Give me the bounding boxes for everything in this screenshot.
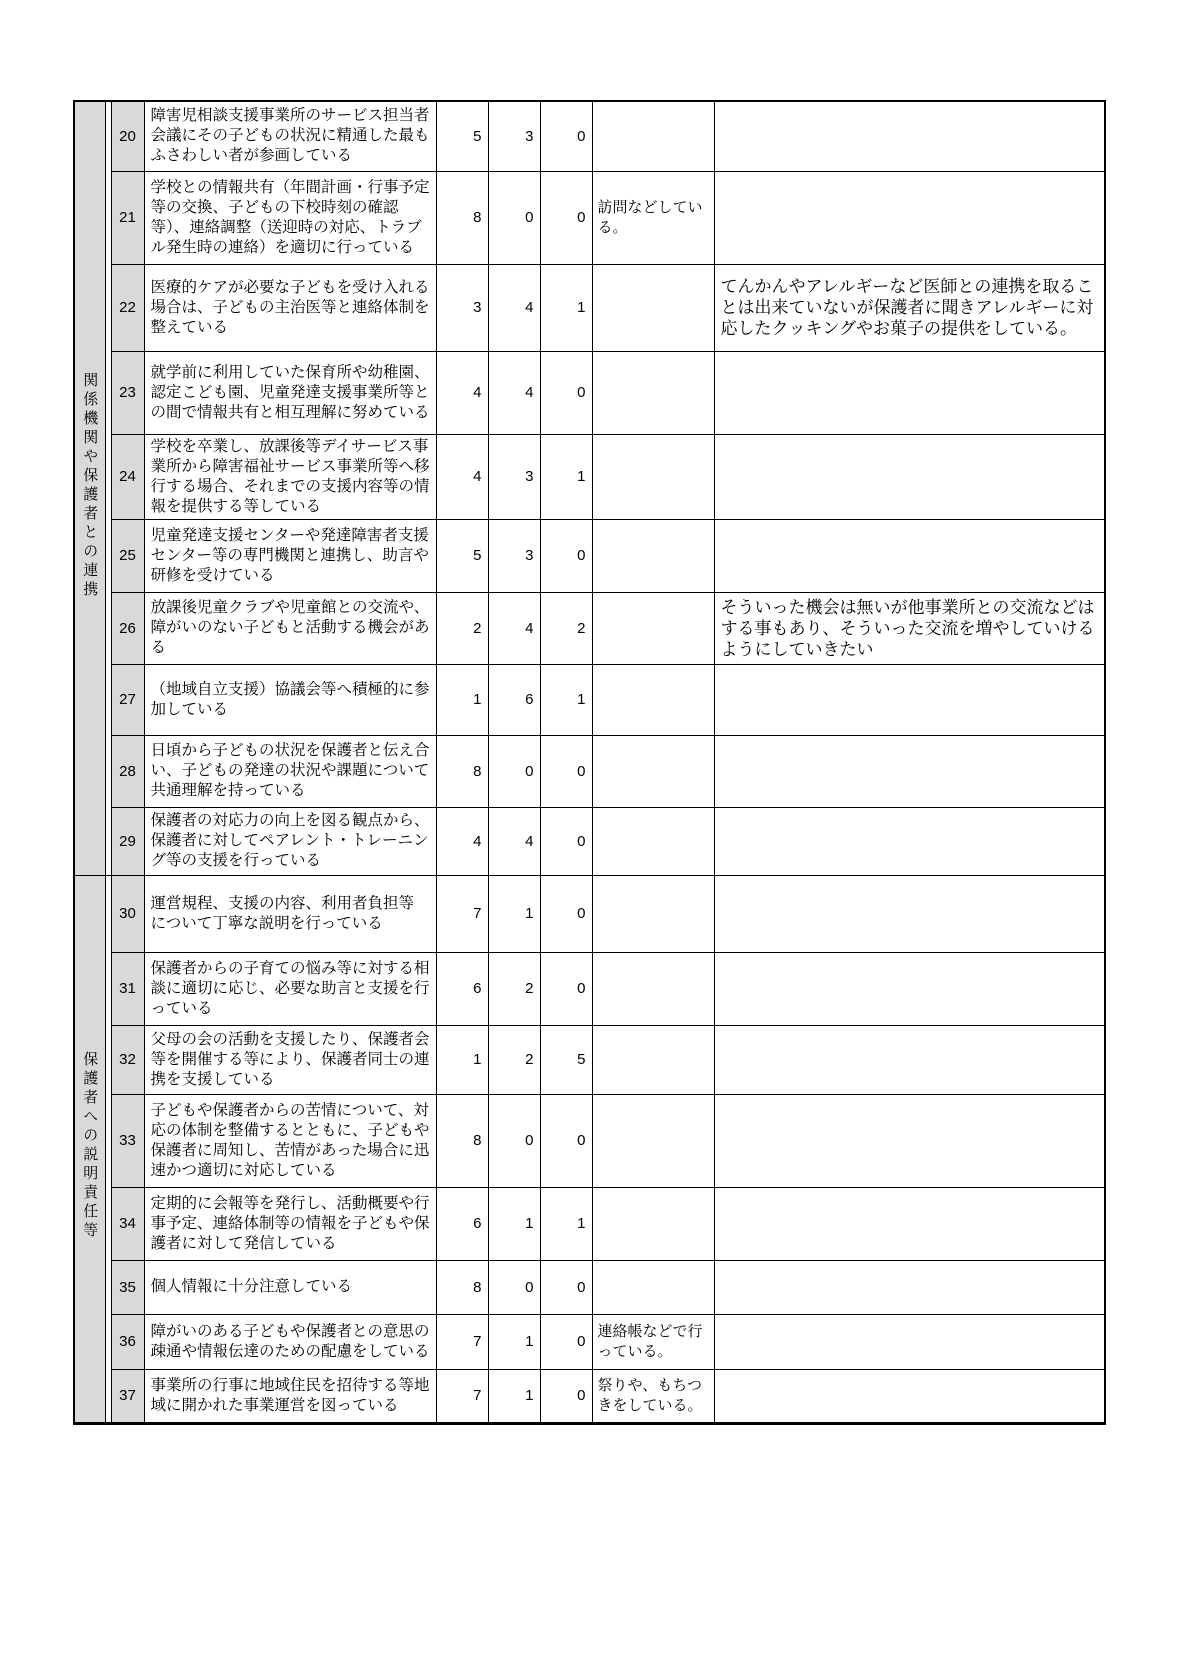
comment-large: そういった機会は無いが他事業所との交流などはする事もあり、そういった交流を増やしていけるようにしていきたい bbox=[714, 592, 1105, 664]
comment-large bbox=[714, 171, 1105, 264]
item-description: 事業所の行事に地域住民を招待する等地域に開かれた事業運営を図っている bbox=[144, 1369, 436, 1423]
comment-small bbox=[592, 101, 714, 171]
comment-large bbox=[714, 1369, 1105, 1423]
item-description: 日頃から子どもの状況を保護者と伝え合い、子どもの発達の状況や課題について共通理解を持っている bbox=[144, 735, 436, 807]
table-row bbox=[74, 592, 1105, 664]
comment-small bbox=[592, 664, 714, 735]
item-number: 27 bbox=[111, 664, 144, 735]
item-description: 障害児相談支援事業所のサービス担当者会議にその子どもの状況に精通した最もふさわしい者が参画している bbox=[144, 101, 436, 171]
count-value-3: 1 bbox=[540, 1187, 592, 1260]
count-value-3: 0 bbox=[540, 1094, 592, 1187]
comment-large bbox=[714, 351, 1105, 434]
table-row bbox=[74, 101, 1105, 171]
item-number: 22 bbox=[111, 264, 144, 351]
comment-small bbox=[592, 1025, 714, 1094]
item-description: 医療的ケアが必要な子どもを受け入れる場合は、子どもの主治医等と連絡体制を整えている bbox=[144, 264, 436, 351]
comment-small bbox=[592, 952, 714, 1025]
count-value-2: 4 bbox=[488, 351, 540, 434]
count-value-3: 0 bbox=[540, 807, 592, 875]
count-value-3: 0 bbox=[540, 735, 592, 807]
table-row bbox=[74, 1094, 1105, 1187]
item-description: 障がいのある子どもや保護者との意思の疎通や情報伝達のための配慮をしている bbox=[144, 1314, 436, 1369]
count-value-2: 2 bbox=[488, 952, 540, 1025]
count-value-3: 0 bbox=[540, 1369, 592, 1423]
table-row bbox=[74, 519, 1105, 592]
count-value-3: 5 bbox=[540, 1025, 592, 1094]
count-value-1: 4 bbox=[436, 807, 488, 875]
count-value-2: 2 bbox=[488, 1025, 540, 1094]
table-row bbox=[74, 1025, 1105, 1094]
table-body bbox=[74, 101, 1105, 1423]
item-description: 放課後児童クラブや児童館との交流や、障がいのない子どもと活動する機会がある bbox=[144, 592, 436, 664]
count-value-1: 7 bbox=[436, 875, 488, 952]
count-value-3: 1 bbox=[540, 434, 592, 519]
comment-small bbox=[592, 1187, 714, 1260]
count-value-3: 0 bbox=[540, 171, 592, 264]
evaluation-table bbox=[73, 100, 1106, 1425]
comment-small bbox=[592, 264, 714, 351]
item-number: 26 bbox=[111, 592, 144, 664]
table-row bbox=[74, 664, 1105, 735]
table-row bbox=[74, 434, 1105, 519]
count-value-2: 3 bbox=[488, 101, 540, 171]
table-row bbox=[74, 351, 1105, 434]
item-number: 23 bbox=[111, 351, 144, 434]
item-number: 29 bbox=[111, 807, 144, 875]
comment-small bbox=[592, 434, 714, 519]
item-number: 25 bbox=[111, 519, 144, 592]
count-value-2: 0 bbox=[488, 171, 540, 264]
table-row bbox=[74, 1314, 1105, 1369]
count-value-2: 4 bbox=[488, 592, 540, 664]
count-value-1: 3 bbox=[436, 264, 488, 351]
table-row bbox=[74, 875, 1105, 952]
count-value-2: 1 bbox=[488, 1314, 540, 1369]
count-value-3: 0 bbox=[540, 519, 592, 592]
count-value-2: 3 bbox=[488, 519, 540, 592]
count-value-2: 4 bbox=[488, 807, 540, 875]
comment-small: 連絡帳などで行っている。 bbox=[592, 1314, 714, 1369]
comment-large bbox=[714, 1094, 1105, 1187]
comment-large bbox=[714, 1260, 1105, 1314]
count-value-2: 0 bbox=[488, 1260, 540, 1314]
comment-large bbox=[714, 875, 1105, 952]
item-number: 34 bbox=[111, 1187, 144, 1260]
comment-large bbox=[714, 664, 1105, 735]
item-number: 32 bbox=[111, 1025, 144, 1094]
table-row bbox=[74, 171, 1105, 264]
item-description: 学校との情報共有（年間計画・行事予定等の交換、子どもの下校時刻の確認等）、連絡調整（送迎時の対応、トラブル発生時の連絡）を適切に行っている bbox=[144, 171, 436, 264]
item-description: 児童発達支援センターや発達障害者支援センター等の専門機関と連携し、助言や研修を受けている bbox=[144, 519, 436, 592]
count-value-1: 4 bbox=[436, 351, 488, 434]
comment-large bbox=[714, 735, 1105, 807]
item-number: 35 bbox=[111, 1260, 144, 1314]
count-value-1: 7 bbox=[436, 1314, 488, 1369]
table-row bbox=[74, 1369, 1105, 1423]
count-value-2: 6 bbox=[488, 664, 540, 735]
count-value-3: 0 bbox=[540, 1260, 592, 1314]
comment-large bbox=[714, 434, 1105, 519]
item-number: 30 bbox=[111, 875, 144, 952]
item-number: 21 bbox=[111, 171, 144, 264]
count-value-1: 5 bbox=[436, 101, 488, 171]
category-vertical-label: 保護者への説明責任等 bbox=[81, 1051, 99, 1241]
item-description: （地域自立支援）協議会等へ積極的に参加している bbox=[144, 664, 436, 735]
comment-large bbox=[714, 1025, 1105, 1094]
comment-small bbox=[592, 807, 714, 875]
table-row bbox=[74, 1260, 1105, 1314]
table-row bbox=[74, 735, 1105, 807]
comment-small bbox=[592, 351, 714, 434]
table-row bbox=[74, 807, 1105, 875]
count-value-1: 1 bbox=[436, 1025, 488, 1094]
comment-small: 祭りや、もちつきをしている。 bbox=[592, 1369, 714, 1423]
count-value-3: 0 bbox=[540, 952, 592, 1025]
count-value-2: 0 bbox=[488, 735, 540, 807]
item-number: 33 bbox=[111, 1094, 144, 1187]
item-description: 運営規程、支援の内容、利用者負担等について丁寧な説明を行っている bbox=[144, 875, 436, 952]
comment-small: 訪問などしている。 bbox=[592, 171, 714, 264]
count-value-2: 0 bbox=[488, 1094, 540, 1187]
count-value-1: 6 bbox=[436, 952, 488, 1025]
item-description: 定期的に会報等を発行し、活動概要や行事予定、連絡体制等の情報を子どもや保護者に対して発信している bbox=[144, 1187, 436, 1260]
comment-small bbox=[592, 592, 714, 664]
comment-large bbox=[714, 101, 1105, 171]
item-number: 36 bbox=[111, 1314, 144, 1369]
count-value-1: 8 bbox=[436, 1094, 488, 1187]
item-number: 20 bbox=[111, 101, 144, 171]
table-row bbox=[74, 264, 1105, 351]
category-vertical-label: 関係機関や保護者との連携 bbox=[81, 371, 99, 600]
count-value-3: 1 bbox=[540, 664, 592, 735]
item-number: 24 bbox=[111, 434, 144, 519]
count-value-1: 8 bbox=[436, 735, 488, 807]
category-cell bbox=[74, 875, 105, 1423]
item-description: 父母の会の活動を支援したり、保護者会等を開催する等により、保護者同士の連携を支援している bbox=[144, 1025, 436, 1094]
count-value-1: 4 bbox=[436, 434, 488, 519]
count-value-2: 4 bbox=[488, 264, 540, 351]
count-value-2: 1 bbox=[488, 875, 540, 952]
category-cell bbox=[74, 101, 105, 875]
item-description: 保護者からの子育ての悩み等に対する相談に適切に応じ、必要な助言と支援を行っている bbox=[144, 952, 436, 1025]
item-description: 子どもや保護者からの苦情について、対応の体制を整備するとともに、子どもや保護者に周知し、苦情があった場合に迅速かつ適切に対応している bbox=[144, 1094, 436, 1187]
count-value-3: 0 bbox=[540, 875, 592, 952]
comment-small bbox=[592, 875, 714, 952]
count-value-2: 3 bbox=[488, 434, 540, 519]
item-description: 保護者の対応力の向上を図る観点から、保護者に対してペアレント・トレーニング等の支援を行っている bbox=[144, 807, 436, 875]
comment-large bbox=[714, 807, 1105, 875]
item-number: 37 bbox=[111, 1369, 144, 1423]
count-value-3: 2 bbox=[540, 592, 592, 664]
count-value-3: 0 bbox=[540, 1314, 592, 1369]
count-value-1: 1 bbox=[436, 664, 488, 735]
comment-small bbox=[592, 519, 714, 592]
count-value-1: 5 bbox=[436, 519, 488, 592]
count-value-2: 1 bbox=[488, 1187, 540, 1260]
table-row bbox=[74, 1187, 1105, 1260]
count-value-3: 1 bbox=[540, 264, 592, 351]
item-number: 31 bbox=[111, 952, 144, 1025]
count-value-3: 0 bbox=[540, 351, 592, 434]
count-value-1: 2 bbox=[436, 592, 488, 664]
comment-large bbox=[714, 1314, 1105, 1369]
comment-small bbox=[592, 1260, 714, 1314]
item-description: 学校を卒業し、放課後等デイサービス事業所から障害福祉サービス事業所等へ移行する場合、それまでの支援内容等の情報を提供する等している bbox=[144, 434, 436, 519]
count-value-1: 6 bbox=[436, 1187, 488, 1260]
comment-small bbox=[592, 735, 714, 807]
item-description: 個人情報に十分注意している bbox=[144, 1260, 436, 1314]
count-value-1: 7 bbox=[436, 1369, 488, 1423]
count-value-1: 8 bbox=[436, 171, 488, 264]
comment-large bbox=[714, 519, 1105, 592]
comment-large bbox=[714, 952, 1105, 1025]
item-description: 就学前に利用していた保育所や幼稚園、認定こども園、児童発達支援事業所等との間で情報共有と相互理解に努めている bbox=[144, 351, 436, 434]
count-value-3: 0 bbox=[540, 101, 592, 171]
count-value-2: 1 bbox=[488, 1369, 540, 1423]
count-value-1: 8 bbox=[436, 1260, 488, 1314]
table-row bbox=[74, 952, 1105, 1025]
comment-small bbox=[592, 1094, 714, 1187]
comment-large: てんかんやアレルギーなど医師との連携を取ることは出来ていないが保護者に聞きアレルギーに対応したクッキングやお菓子の提供をしている。 bbox=[714, 264, 1105, 351]
item-number: 28 bbox=[111, 735, 144, 807]
comment-large bbox=[714, 1187, 1105, 1260]
